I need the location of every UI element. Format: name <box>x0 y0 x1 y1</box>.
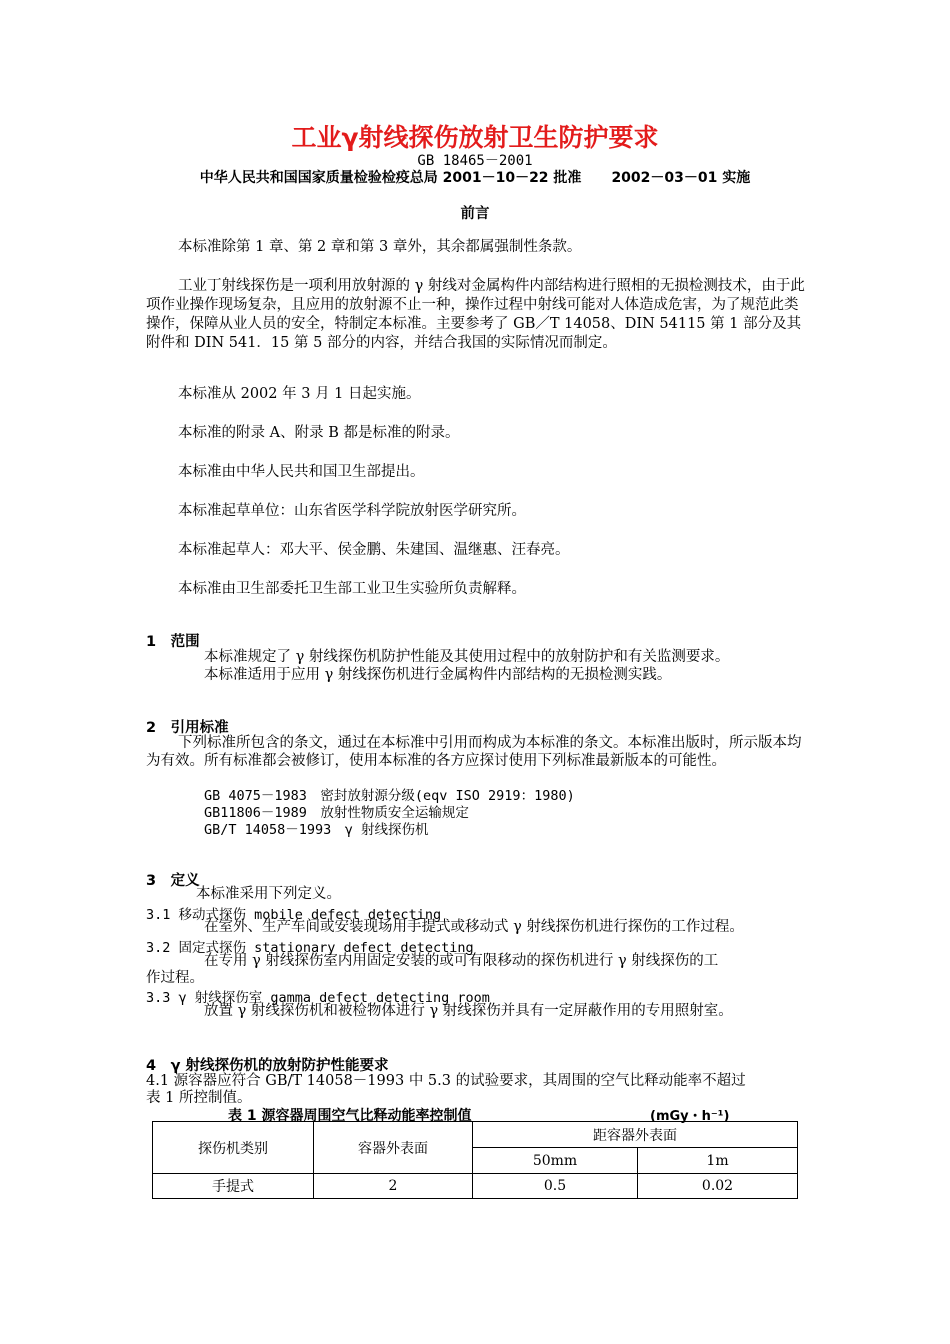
definition-3-3-text: 放置 γ 射线探伤机和被检物体进行 γ 射线探伤并具有一定屏蔽作用的专用照射室。 <box>204 1003 733 1019</box>
table-cell-surface: 2 <box>314 1174 473 1199</box>
section-4-paragraph-line-2: 表 1 所控制值。 <box>146 1090 252 1106</box>
definition-3-2-text: 在专用 γ 射线探伤室内用固定安装的或可有限移动的探伤机进行 γ 射线探伤的工 <box>204 953 719 969</box>
foreword-paragraph-8: 本标准由卫生部委托卫生部工业卫生实验所负责解释。 <box>178 581 526 597</box>
definition-3-2-term: 3.2 固定式探伤 stationary defect detecting <box>146 940 474 956</box>
foreword-paragraph-7: 本标准起草人：邓大平、侯金鹏、朱建国、温继惠、汪春亮。 <box>178 542 570 558</box>
section-2-heading: 2 引用标准 <box>146 720 229 736</box>
table-cell-1m: 0.02 <box>638 1174 798 1199</box>
section-1-paragraph-1: 本标准规定了 γ 射线探伤机防护性能及其使用过程中的放射防护和有关监测要求。 <box>204 649 730 665</box>
table-caption: 表 1 源容器周围空气比释动能率控制值 <box>228 1108 472 1124</box>
section-3-intro: 本标准采用下列定义。 <box>196 886 341 902</box>
table-header-50mm: 50mm <box>473 1148 638 1174</box>
reference-item: GB 4075－1983 密封放射源分级(eqv ISO 2919：1980) <box>204 788 575 804</box>
approval-line <box>0 167 950 187</box>
foreword-paragraph-2: 工业丁射线探伤是一项利用放射源的 γ 射线对金属构件内部结构进行照相的无损检测技术，由于此项作业操作现场复杂，且应用的放射源不止一种，操作过程中射线可能对人体造成危害，为了规范此类操作，保障从业人员的安全，特制定本标准。主要参考了 GB／T 14058、DIN 54115 第 1 部分及其附件和 DIN 541．15 第 5 部分的内容，并结合我国的实际情况而制定。 <box>146 278 805 351</box>
foreword-paragraph-3: 本标准从 2002 年 3 月 1 日起实施。 <box>178 386 421 402</box>
reference-item: GB11806－1989 放射性物质安全运输规定 <box>204 805 469 821</box>
table-header-type: 探伤机类别 <box>153 1122 314 1174</box>
section-1-paragraph-2: 本标准适用于应用 γ 射线探伤机进行金属构件内部结构的无损检测实践。 <box>204 667 672 683</box>
table-cell-type: 手提式 <box>153 1174 314 1199</box>
table-header-distance: 距容器外表面 <box>473 1122 798 1148</box>
table-row <box>153 1174 798 1199</box>
foreword-paragraph-5: 本标准由中华人民共和国卫生部提出。 <box>178 464 425 480</box>
section-4-heading: 4 γ 射线探伤机的放射防护性能要求 <box>146 1058 389 1074</box>
section-1-heading: 1 范围 <box>146 634 200 650</box>
section-4-paragraph-line-1: 4.1 源容器应符合 GB/T 14058－1993 中 5.3 的试验要求，其周围的空气比释动能率不超过 <box>146 1073 746 1089</box>
implementation-date: 2002－03－01 实施 <box>611 170 751 186</box>
definition-3-3-term: 3.3 γ 射线探伤室 gamma defect detecting room <box>146 990 490 1006</box>
approval-date: 中华人民共和国国家质量检验检疫总局 2001－10－22 批准 <box>199 170 582 186</box>
table-unit: (mGy・h⁻¹) <box>650 1109 730 1124</box>
foreword-paragraph-4: 本标准的附录 A、附录 B 都是标准的附录。 <box>178 425 460 441</box>
definition-3-1-term: 3.1 移动式探伤 mobile defect detecting <box>146 907 442 923</box>
table-header-1m: 1m <box>638 1148 798 1174</box>
definition-3-1-text: 在室外、生产车间或安装现场用手提式或移动式 γ 射线探伤机进行探伤的工作过程。 <box>204 919 744 935</box>
foreword-heading: 前言 <box>460 206 490 222</box>
table-header-surface: 容器外表面 <box>314 1122 473 1174</box>
table-cell-50mm: 0.5 <box>473 1174 638 1199</box>
foreword-paragraph-1: 本标准除第 1 章、第 2 章和第 3 章外，其余都属强制性条款。 <box>178 239 582 255</box>
standard-code: GB 18465－2001 <box>417 153 533 169</box>
dose-rate-table <box>152 1121 798 1199</box>
section-3-heading: 3 定义 <box>146 873 200 889</box>
reference-item: GB/T 14058－1993 γ 射线探伤机 <box>204 822 429 838</box>
definition-3-2-text-cont: 作过程。 <box>146 970 204 986</box>
section-2-paragraph: 下列标准所包含的条文，通过在本标准中引用而构成为本标准的条文。本标准出版时，所示版本均为有效。所有标准都会被修订，使用本标准的各方应探讨使用下列标准最新版本的可能性。 <box>146 735 802 769</box>
document-title: 工业γ射线探伤放射卫生防护要求 <box>291 123 659 152</box>
foreword-paragraph-6: 本标准起草单位：山东省医学科学院放射医学研究所。 <box>178 503 526 519</box>
